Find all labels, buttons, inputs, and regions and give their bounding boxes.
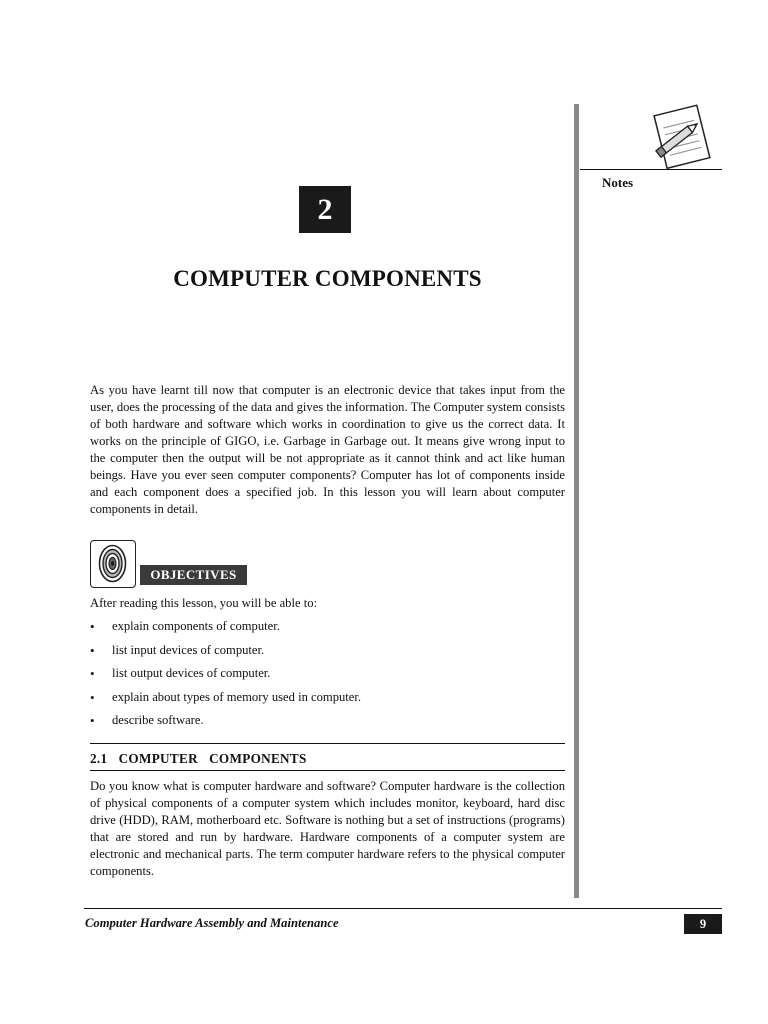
objectives-list (90, 618, 361, 736)
footer-rule (84, 908, 722, 909)
section-rule-bottom (90, 770, 565, 771)
list-item: • explain about types of memory used in computer. (90, 689, 361, 713)
chapter-number-badge: 2 (299, 186, 351, 233)
section-heading: 2.1 COMPUTER COMPONENTS (90, 751, 307, 766)
objectives-intro: After reading this lesson, you will be able to: (90, 596, 317, 610)
section-paragraph: Do you know what is computer hardware and software? Computer hardware is the collection of physical components of a computer system which includes monitor, keyboard, hard disc drive (HDD), RAM, motherboard etc. Software is nothing but a set of instructions (programs) that are stored and run by hardware. Hardware components of a computer system are electronic and mechanical parts. The term computer hardware refers to the physical computer components. (90, 779, 565, 878)
list-item: • list input devices of computer. (90, 642, 361, 666)
section-rule-top (90, 743, 565, 744)
notes-rule (580, 169, 722, 170)
list-item: • explain components of computer. (90, 618, 361, 642)
margin-divider-bar (574, 104, 579, 898)
intro-paragraph: As you have learnt till now that computer is an electronic device that takes input from the user, does the processing of the data and gives the information. The Computer system consists of both hardware and software which works in coordination to give us the correct data. It works on the principle of GIGO, i.e. Garbage in Garbage out. It means give wrong input to the computer then the output will be not appropriate as it cannot think and act like human beings. Have you ever seen computer components? Computer has lot of components inside and each component does a specified job. In this lesson you will learn about computer components in detail. (90, 383, 565, 516)
notes-label: Notes (602, 175, 634, 190)
list-item: • list output devices of computer. (90, 665, 361, 689)
target-icon (90, 540, 136, 588)
page-number: 9 (684, 914, 722, 934)
chapter-title: COMPUTER COMPONENTS (173, 266, 482, 291)
list-item: • describe software. (90, 712, 361, 736)
objectives-heading: OBJECTIVES (140, 565, 247, 585)
notepad-pencil-icon (648, 104, 714, 170)
footer-book-title: Computer Hardware Assembly and Maintenance (85, 916, 339, 930)
